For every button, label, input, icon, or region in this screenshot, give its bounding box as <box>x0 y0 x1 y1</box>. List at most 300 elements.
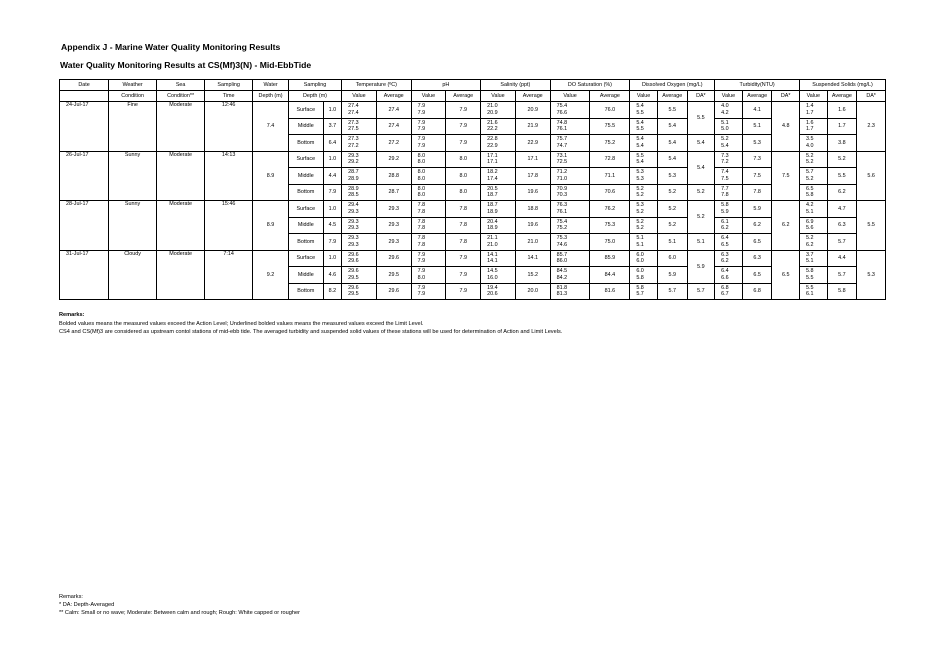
ss-value-cell-reading-2: 5.1 <box>806 258 814 265</box>
ph-average-cell: 7.9 <box>446 102 481 119</box>
ph-value-cell <box>411 201 446 218</box>
date-group <box>60 151 886 201</box>
turbidity-value-cell-reading-2: 7.5 <box>721 175 729 182</box>
turbidity-average-cell: 6.2 <box>742 217 772 234</box>
salinity-value-cell-reading-2: 16.0 <box>487 274 498 281</box>
do-saturation-value-cell-reading-1: 73.1 <box>556 152 568 159</box>
turbidity-average-cell: 6.5 <box>742 267 772 284</box>
date-cell: 26-Jul-17 <box>60 151 109 201</box>
ph-value-cell-reading-1: 7.9 <box>417 251 426 258</box>
sampling-level-cell: Surface <box>288 102 323 119</box>
col-turbidity: Turbidity(NTU) <box>715 80 800 91</box>
do-value-cell-reading-2: 5.1 <box>636 241 644 248</box>
do-saturation-value-cell-reading-2: 84.2 <box>556 274 568 281</box>
turbidity-value-cell <box>715 201 743 218</box>
turbidity-value-cell-reading-1: 5.8 <box>721 202 729 209</box>
sampling-depth-cell: 1.0 <box>323 151 341 168</box>
do-saturation-value-cell <box>550 184 590 201</box>
ss-value-cell <box>800 168 828 185</box>
do-saturation-value-cell <box>550 118 590 135</box>
ss-value-cell-reading-2: 1.7 <box>806 126 814 133</box>
ph-value-cell <box>411 102 446 119</box>
do-saturation-value-cell-reading-1: 84.5 <box>556 268 568 275</box>
do-saturation-value-cell <box>550 234 590 251</box>
ph-value-cell <box>411 217 446 234</box>
turbidity-value-cell-reading-2: 6.2 <box>721 225 729 232</box>
do-saturation-value-cell <box>550 267 590 284</box>
col-sea-sub: Condition** <box>157 91 205 102</box>
sampling-depth-cell: 1.0 <box>323 250 341 267</box>
ph-value-cell-reading-1: 7.9 <box>417 268 426 275</box>
ph-value-cell-reading-2: 7.8 <box>417 225 426 232</box>
do-value-cell-reading-1: 6.0 <box>636 251 644 258</box>
col-sal-value: Value <box>481 91 516 102</box>
do-value-cell-reading-1: 5.2 <box>636 185 644 192</box>
remarks-line-2: CS4 and CS(Mf)3 are considered as upstream contol stations of mid-ebb tide. The averaged turbidity and suspended solid values of these stations will be used for determination of Action and Limit Levels. <box>59 329 563 335</box>
temp-value-cell-reading-2: 27.4 <box>348 109 359 116</box>
turbidity-value-cell-reading-2: 4.2 <box>721 109 729 116</box>
do-value-cell-reading-2: 6.0 <box>636 258 644 265</box>
turbidity-average-cell: 7.3 <box>742 151 772 168</box>
temp-value-cell-reading-1: 29.3 <box>348 235 359 242</box>
water-depth-cell: 9.2 <box>253 250 289 300</box>
turbidity-value-cell-reading-1: 6.4 <box>721 268 729 275</box>
ss-value-cell <box>800 201 828 218</box>
salinity-value-cell-reading-2: 20.9 <box>487 109 498 116</box>
footnotes-heading: Remarks: <box>59 594 83 600</box>
do-value-cell-reading-1: 5.4 <box>636 119 644 126</box>
salinity-value-cell <box>481 184 516 201</box>
ph-value-cell-reading-2: 7.9 <box>417 258 426 265</box>
date-cell: 24-Jul-17 <box>60 102 109 152</box>
ss-average-cell: 5.5 <box>827 168 857 185</box>
temp-average-cell: 29.6 <box>376 283 411 300</box>
table-title: Water Quality Monitoring Results at CS(Mf)3(N) - Mid-EbbTide <box>60 60 312 70</box>
col-ss-average: Average <box>827 91 857 102</box>
ss-value-cell-reading-1: 3.5 <box>806 136 814 143</box>
weather-cell: Sunny <box>109 151 157 201</box>
temp-average-cell: 29.6 <box>376 250 411 267</box>
temp-value-cell-reading-2: 29.3 <box>348 208 359 215</box>
salinity-value-cell <box>481 283 516 300</box>
do-average-cell: 5.4 <box>657 118 687 135</box>
ss-value-cell <box>800 118 828 135</box>
temp-value-cell-reading-2: 28.5 <box>348 192 359 199</box>
do-saturation-average-cell: 76.0 <box>590 102 630 119</box>
col-ph-average: Average <box>446 91 481 102</box>
do-saturation-value-cell-reading-2: 75.2 <box>556 225 568 232</box>
weather-cell: Cloudy <box>109 250 157 300</box>
do-average-cell: 5.1 <box>657 234 687 251</box>
ss-value-cell <box>800 267 828 284</box>
salinity-value-cell-reading-2: 22.9 <box>487 142 498 149</box>
do-value-cell-reading-2: 5.5 <box>636 126 644 133</box>
do-value-cell <box>630 283 658 300</box>
do-saturation-value-cell <box>550 201 590 218</box>
do-saturation-value-cell <box>550 102 590 119</box>
do-value-cell-reading-2: 5.2 <box>636 208 644 215</box>
sampling-level-cell: Middle <box>288 168 323 185</box>
turbidity-average-cell: 7.5 <box>742 168 772 185</box>
temp-value-cell-reading-2: 29.3 <box>348 241 359 248</box>
salinity-average-cell: 19.6 <box>515 217 550 234</box>
col-do-da: DA* <box>687 91 715 102</box>
do-da-cell: 5.9 <box>687 250 715 283</box>
ph-value-cell-reading-2: 8.0 <box>417 192 426 199</box>
ss-value-cell-reading-1: 5.2 <box>806 152 814 159</box>
sea-condition-cell: Moderate <box>157 201 205 251</box>
turbidity-value-cell-reading-2: 5.4 <box>721 142 729 149</box>
col-turb-value: Value <box>715 91 743 102</box>
col-dissolved-oxygen: Dissolved Oxygen (mg/L) <box>630 80 715 91</box>
salinity-value-cell <box>481 135 516 152</box>
do-value-cell-reading-2: 5.5 <box>636 109 644 116</box>
do-saturation-average-cell: 71.1 <box>590 168 630 185</box>
table-row <box>60 151 886 168</box>
do-saturation-value-cell <box>550 250 590 267</box>
temp-value-cell <box>342 250 377 267</box>
temp-average-cell: 28.8 <box>376 168 411 185</box>
salinity-value-cell-reading-1: 22.8 <box>487 136 498 143</box>
turbidity-average-cell: 6.5 <box>742 234 772 251</box>
ss-average-cell: 6.2 <box>827 184 857 201</box>
col-sea: Sea <box>157 80 205 91</box>
ss-value-cell-reading-1: 5.7 <box>806 169 814 176</box>
turbidity-value-cell-reading-1: 5.1 <box>721 119 729 126</box>
temp-average-cell: 29.2 <box>376 151 411 168</box>
ss-average-cell: 4.7 <box>827 201 857 218</box>
temp-value-cell-reading-2: 29.5 <box>348 291 359 298</box>
salinity-value-cell-reading-1: 14.5 <box>487 268 498 275</box>
ss-value-cell-reading-2: 5.8 <box>806 192 814 199</box>
do-saturation-value-cell <box>550 151 590 168</box>
sampling-level-cell: Middle <box>288 217 323 234</box>
sampling-level-cell: Bottom <box>288 135 323 152</box>
temp-average-cell: 27.4 <box>376 102 411 119</box>
salinity-value-cell-reading-1: 21.1 <box>487 235 498 242</box>
salinity-average-cell: 20.9 <box>515 102 550 119</box>
col-ss-value: Value <box>800 91 828 102</box>
salinity-value-cell-reading-1: 21.0 <box>487 103 498 110</box>
table-row <box>60 201 886 218</box>
water-depth-cell: 7.4 <box>253 102 289 152</box>
col-sampling-depth-sub: Depth (m) <box>288 91 341 102</box>
salinity-average-cell: 22.9 <box>515 135 550 152</box>
turbidity-value-cell <box>715 217 743 234</box>
do-saturation-average-cell: 70.6 <box>590 184 630 201</box>
temp-value-cell-reading-1: 29.6 <box>348 268 359 275</box>
sampling-depth-cell: 4.5 <box>323 217 341 234</box>
temp-average-cell: 29.3 <box>376 234 411 251</box>
salinity-value-cell <box>481 102 516 119</box>
do-saturation-value-cell-reading-1: 75.3 <box>556 235 568 242</box>
turbidity-value-cell <box>715 250 743 267</box>
do-saturation-average-cell: 75.2 <box>590 135 630 152</box>
water-depth-cell: 8.9 <box>253 201 289 251</box>
do-average-cell: 5.7 <box>657 283 687 300</box>
turbidity-average-cell: 6.8 <box>742 283 772 300</box>
do-value-cell <box>630 201 658 218</box>
salinity-value-cell <box>481 217 516 234</box>
ss-value-cell <box>800 184 828 201</box>
temp-value-cell-reading-2: 29.6 <box>348 258 359 265</box>
sampling-level-cell: Middle <box>288 118 323 135</box>
ss-value-cell <box>800 250 828 267</box>
do-da-cell: 5.5 <box>687 102 715 135</box>
do-saturation-value-cell-reading-1: 75.4 <box>556 218 568 225</box>
do-saturation-value-cell-reading-1: 75.4 <box>556 103 568 110</box>
table-row <box>60 250 886 267</box>
do-saturation-average-cell: 84.4 <box>590 267 630 284</box>
do-value-cell <box>630 184 658 201</box>
do-saturation-value-cell-reading-2: 86.0 <box>556 258 568 265</box>
turbidity-average-cell: 4.1 <box>742 102 772 119</box>
col-date-sub <box>60 91 109 102</box>
water-quality-table <box>59 79 886 300</box>
temp-value-cell <box>342 118 377 135</box>
ss-value-cell <box>800 102 828 119</box>
salinity-value-cell-reading-2: 18.7 <box>487 192 498 199</box>
ss-average-cell: 6.3 <box>827 217 857 234</box>
salinity-value-cell-reading-2: 17.1 <box>487 159 498 166</box>
ss-value-cell-reading-2: 5.6 <box>806 225 814 232</box>
ph-value-cell <box>411 267 446 284</box>
turbidity-value-cell-reading-1: 6.1 <box>721 218 729 225</box>
turbidity-da-cell: 4.8 <box>772 102 800 152</box>
do-saturation-value-cell-reading-1: 75.7 <box>556 136 568 143</box>
temp-value-cell-reading-2: 29.3 <box>348 225 359 232</box>
col-ph-value: Value <box>411 91 446 102</box>
col-weather-sub: Condition <box>109 91 157 102</box>
col-water-depth-sub: Depth (m) <box>253 91 289 102</box>
ss-value-cell-reading-1: 3.7 <box>806 251 814 258</box>
salinity-average-cell: 19.6 <box>515 184 550 201</box>
ss-da-cell: 5.5 <box>857 201 886 251</box>
do-value-cell-reading-1: 5.4 <box>636 136 644 143</box>
do-saturation-value-cell-reading-2: 81.3 <box>556 291 568 298</box>
sampling-time-cell: 12:46 <box>205 102 253 152</box>
sampling-time-cell: 7:14 <box>205 250 253 300</box>
turbidity-value-cell-reading-1: 7.3 <box>721 152 729 159</box>
sampling-level-cell: Middle <box>288 267 323 284</box>
salinity-value-cell <box>481 168 516 185</box>
salinity-value-cell <box>481 201 516 218</box>
do-value-cell <box>630 250 658 267</box>
sea-condition-cell: Moderate <box>157 102 205 152</box>
sea-condition-cell: Moderate <box>157 250 205 300</box>
do-average-cell: 5.2 <box>657 201 687 218</box>
temp-value-cell-reading-1: 28.9 <box>348 185 359 192</box>
temp-average-cell: 27.2 <box>376 135 411 152</box>
footnote-da: * DA: Depth-Averaged <box>59 602 115 608</box>
col-temp-value: Value <box>342 91 377 102</box>
ph-value-cell-reading-1: 7.8 <box>417 202 426 209</box>
turbidity-value-cell-reading-2: 7.8 <box>721 192 729 199</box>
do-value-cell <box>630 168 658 185</box>
do-value-cell <box>630 135 658 152</box>
col-do-value: Value <box>630 91 658 102</box>
temp-value-cell <box>342 201 377 218</box>
sampling-level-cell: Bottom <box>288 184 323 201</box>
col-sampling-depth: Sampling <box>288 80 341 91</box>
do-da-cell: 5.7 <box>687 283 715 300</box>
ss-value-cell-reading-1: 1.6 <box>806 119 814 126</box>
sampling-depth-cell: 3.7 <box>323 118 341 135</box>
col-sal-average: Average <box>515 91 550 102</box>
sampling-level-cell: Bottom <box>288 283 323 300</box>
ph-average-cell: 7.8 <box>446 234 481 251</box>
ph-value-cell-reading-2: 7.9 <box>417 109 426 116</box>
temp-average-cell: 28.7 <box>376 184 411 201</box>
ss-value-cell-reading-1: 5.8 <box>806 268 814 275</box>
do-da-cell: 5.2 <box>687 201 715 234</box>
sampling-time-cell: 14:13 <box>205 151 253 201</box>
ph-value-cell-reading-2: 7.8 <box>417 208 426 215</box>
turbidity-value-cell-reading-2: 6.5 <box>721 241 729 248</box>
ss-average-cell: 5.2 <box>827 151 857 168</box>
temp-value-cell <box>342 283 377 300</box>
col-temp-average: Average <box>376 91 411 102</box>
turbidity-value-cell-reading-2: 5.9 <box>721 208 729 215</box>
ph-average-cell: 8.0 <box>446 168 481 185</box>
temp-value-cell <box>342 102 377 119</box>
do-value-cell-reading-1: 5.5 <box>636 152 644 159</box>
ss-value-cell <box>800 234 828 251</box>
do-value-cell-reading-2: 5.4 <box>636 142 644 149</box>
temp-value-cell-reading-2: 29.5 <box>348 274 359 281</box>
table-header <box>60 80 886 102</box>
temp-value-cell <box>342 217 377 234</box>
ss-value-cell <box>800 135 828 152</box>
col-sampling-time-sub: Time <box>205 91 253 102</box>
do-saturation-value-cell-reading-1: 70.9 <box>556 185 568 192</box>
col-salinity: Salinity (ppt) <box>481 80 551 91</box>
turbidity-da-cell: 7.5 <box>772 151 800 201</box>
salinity-value-cell-reading-1: 14.1 <box>487 251 498 258</box>
do-saturation-value-cell <box>550 168 590 185</box>
do-value-cell-reading-2: 5.7 <box>636 291 644 298</box>
ph-value-cell <box>411 184 446 201</box>
salinity-value-cell-reading-1: 18.2 <box>487 169 498 176</box>
salinity-average-cell: 17.8 <box>515 168 550 185</box>
do-saturation-average-cell: 75.3 <box>590 217 630 234</box>
turbidity-average-cell: 5.3 <box>742 135 772 152</box>
temp-value-cell-reading-2: 28.9 <box>348 175 359 182</box>
temp-value-cell-reading-1: 27.3 <box>348 119 359 126</box>
col-suspended-solids: Suspended Solids (mg/L) <box>800 80 886 91</box>
ss-value-cell-reading-1: 6.5 <box>806 185 814 192</box>
ss-value-cell-reading-1: 1.4 <box>806 103 814 110</box>
do-value-cell-reading-1: 5.4 <box>636 103 644 110</box>
salinity-value-cell-reading-2: 17.4 <box>487 175 498 182</box>
ss-value-cell-reading-2: 5.2 <box>806 159 814 166</box>
do-value-cell <box>630 267 658 284</box>
sampling-level-cell: Surface <box>288 250 323 267</box>
salinity-average-cell: 14.1 <box>515 250 550 267</box>
ss-average-cell: 3.8 <box>827 135 857 152</box>
weather-cell: Sunny <box>109 201 157 251</box>
do-saturation-average-cell: 72.8 <box>590 151 630 168</box>
turbidity-value-cell-reading-1: 6.8 <box>721 284 729 291</box>
salinity-value-cell-reading-1: 19.4 <box>487 284 498 291</box>
ss-average-cell: 4.4 <box>827 250 857 267</box>
salinity-value-cell-reading-1: 17.1 <box>487 152 498 159</box>
ph-value-cell-reading-2: 7.8 <box>417 241 426 248</box>
do-average-cell: 5.5 <box>657 102 687 119</box>
turbidity-value-cell-reading-1: 6.3 <box>721 251 729 258</box>
remarks-heading: Remarks: <box>59 312 85 318</box>
sampling-depth-cell: 1.0 <box>323 102 341 119</box>
ss-value-cell <box>800 283 828 300</box>
ph-average-cell: 7.9 <box>446 267 481 284</box>
ss-value-cell-reading-2: 6.1 <box>806 291 814 298</box>
date-cell: 28-Jul-17 <box>60 201 109 251</box>
turbidity-value-cell-reading-1: 6.4 <box>721 235 729 242</box>
ph-value-cell-reading-2: 7.9 <box>417 126 426 133</box>
salinity-value-cell-reading-1: 18.7 <box>487 202 498 209</box>
ss-da-cell: 2.3 <box>857 102 886 152</box>
turbidity-value-cell <box>715 102 743 119</box>
salinity-average-cell: 15.2 <box>515 267 550 284</box>
ph-average-cell: 7.8 <box>446 201 481 218</box>
ss-value-cell-reading-1: 5.5 <box>806 284 814 291</box>
date-group <box>60 201 886 251</box>
ss-average-cell: 1.6 <box>827 102 857 119</box>
ph-value-cell-reading-1: 7.8 <box>417 235 426 242</box>
turbidity-average-cell: 5.1 <box>742 118 772 135</box>
salinity-value-cell-reading-1: 21.6 <box>487 119 498 126</box>
sampling-level-cell: Bottom <box>288 234 323 251</box>
temp-value-cell-reading-1: 29.6 <box>348 284 359 291</box>
ph-value-cell <box>411 151 446 168</box>
temp-value-cell-reading-2: 27.2 <box>348 142 359 149</box>
turbidity-value-cell <box>715 118 743 135</box>
col-temperature: Temperature (ºC) <box>342 80 412 91</box>
ph-value-cell <box>411 168 446 185</box>
do-saturation-value-cell-reading-2: 74.6 <box>556 241 568 248</box>
col-dos-average: Average <box>590 91 630 102</box>
salinity-value-cell-reading-2: 20.6 <box>487 291 498 298</box>
salinity-value-cell <box>481 151 516 168</box>
temp-value-cell-reading-2: 29.2 <box>348 159 359 166</box>
do-saturation-value-cell-reading-2: 76.1 <box>556 126 568 133</box>
salinity-value-cell-reading-2: 22.2 <box>487 126 498 133</box>
ss-value-cell-reading-1: 6.9 <box>806 218 814 225</box>
turbidity-value-cell <box>715 168 743 185</box>
sampling-time-cell: 15:46 <box>205 201 253 251</box>
do-saturation-average-cell: 85.9 <box>590 250 630 267</box>
ss-value-cell <box>800 151 828 168</box>
ss-value-cell-reading-2: 5.5 <box>806 274 814 281</box>
col-dos-value: Value <box>550 91 590 102</box>
temp-value-cell-reading-1: 29.3 <box>348 152 359 159</box>
ph-average-cell: 7.9 <box>446 118 481 135</box>
do-value-cell-reading-2: 5.8 <box>636 274 644 281</box>
footnote-sea-condition: ** Calm: Small or no wave; Moderate: Between calm and rough; Rough: White capped or rougher <box>59 610 300 616</box>
ph-average-cell: 7.9 <box>446 135 481 152</box>
temp-value-cell <box>342 267 377 284</box>
col-ss-da: DA* <box>857 91 886 102</box>
do-saturation-average-cell: 81.6 <box>590 283 630 300</box>
ss-da-cell: 5.3 <box>857 250 886 300</box>
temp-average-cell: 29.5 <box>376 267 411 284</box>
salinity-value-cell <box>481 118 516 135</box>
ph-value-cell <box>411 118 446 135</box>
salinity-value-cell <box>481 234 516 251</box>
do-da-cell: 5.4 <box>687 135 715 152</box>
ph-value-cell-reading-2: 8.0 <box>417 274 426 281</box>
ph-value-cell-reading-1: 7.9 <box>417 119 426 126</box>
